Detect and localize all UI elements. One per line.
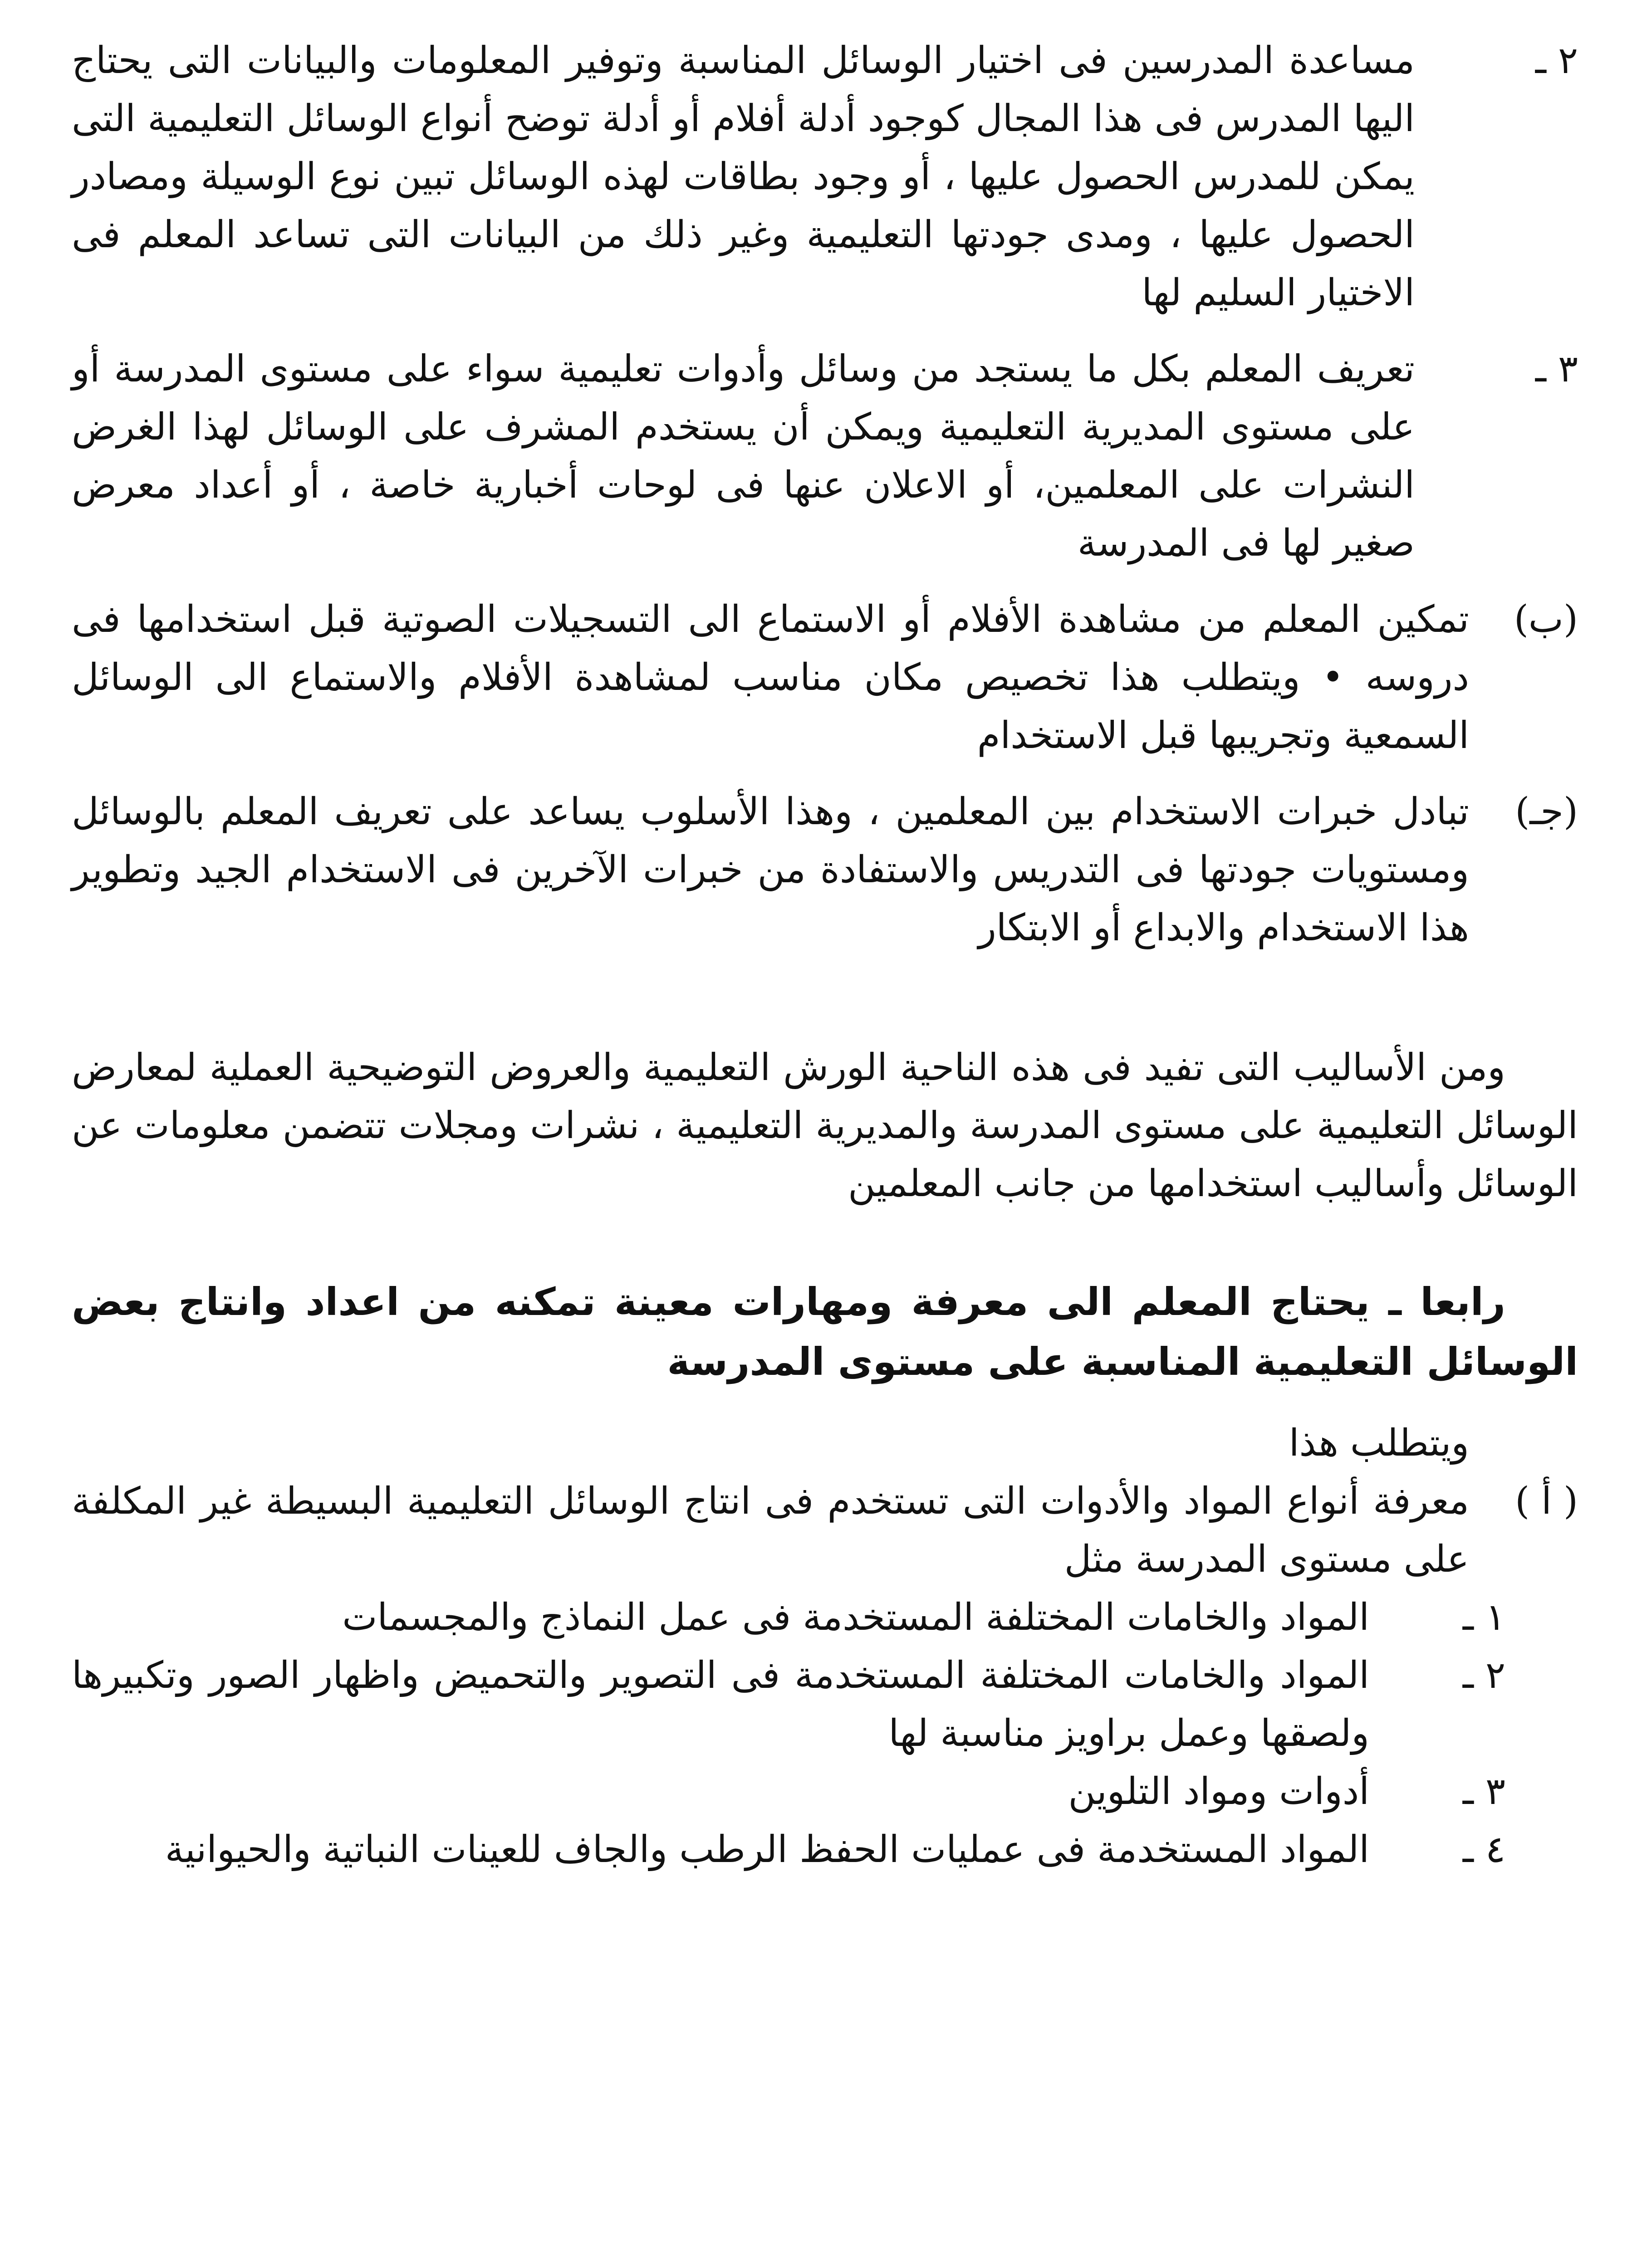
item-marker: ١ ـ [1462, 1596, 1505, 1639]
lettered-item-a [72, 1472, 1578, 1589]
item-marker: ( أ ) [1515, 1480, 1578, 1523]
item-text: مساعدة المدرسين فى اختيار الوسائل المناسبة وتوفير المعلومات والبيانات التى يحتاج اليها المدرس فى هذا المجال كوجود أدلة أفلام أو أدلة توضح أنواع الوسائل التعليمية التى يمكن للمدرس الحصول عليها ، أو وجود بطاقات لهذه الوسائل تبين نوع الوسيلة ومصادر الحصول عليها ، ومدى جودتها التعليمية وغير ذلك من البيانات التى تساعد المعلم فى الاختيار السليم لها [72, 39, 1415, 314]
item-text: المواد المستخدمة فى عمليات الحفظ الرطب والجاف للعينات النباتية والحيوانية [165, 1828, 1369, 1871]
numbered-item-2 [72, 32, 1578, 322]
sub-item-3 [72, 1763, 1505, 1821]
item-text: تمكين المعلم من مشاهدة الأفلام أو الاستماع الى التسجيلات الصوتية قبل استخدامها فى دروسه • ويتطلب هذا تخصيص مكان مناسب لمشاهدة الأفلام والاستماع الى الوسائل السمعية وتجريبها قبل الاستخدام [72, 598, 1469, 757]
item-marker: (جـ) [1515, 790, 1578, 833]
section-heading: رابعا ـ يحتاج المعلم الى معرفة ومهارات معينة تمكنه من اعداد وانتاج بعض الوسائل التعليمية المناسبة على مستوى المدرسة [72, 1280, 1578, 1384]
numbered-item-3 [72, 340, 1578, 572]
sub-item-list [72, 1589, 1505, 1879]
item-text: تعريف المعلم بكل ما يستجد من وسائل وأدوات تعليمية سواء على مستوى المدرسة أو على مستوى المديرية التعليمية ويمكن أن يستخدم المشرف على الوسائل لهذا الغرض النشرات على المعلمين، أو الاعلان عنها فى لوحات أخبارية خاصة ، أو أعداد معرض صغير لها فى المدرسة [72, 347, 1415, 565]
item-text: تبادل خبرات الاستخدام بين المعلمين ، وهذا الأسلوب يساعد على تعريف المعلم بالوسائل ومستويات جودتها فى التدريس والاستفادة من خبرات الآخرين فى الاستخدام الجيد وتطوير هذا الاستخدام والابداع أو الابتكار [72, 790, 1469, 949]
item-text: المواد والخامات المختلفة المستخدمة فى التصوير والتحميض واظهار الصور وتكبيرها ولصقها وعمل براويز مناسبة لها [72, 1654, 1369, 1755]
item-marker: ٣ ـ [1535, 347, 1578, 391]
sub-item-1 [72, 1589, 1505, 1647]
item-marker: ٢ ـ [1462, 1654, 1505, 1697]
item-text: المواد والخامات المختلفة المستخدمة فى عمل النماذج والمجسمات [342, 1596, 1369, 1639]
item-text: أدوات ومواد التلوين [1068, 1770, 1369, 1813]
item-text: معرفة أنواع المواد والأدوات التى تستخدم فى انتاج الوسائل التعليمية البسيطة غير المكلفة على مستوى المدرسة مثل [72, 1480, 1469, 1581]
lettered-item-b [72, 591, 1578, 765]
item-marker: ٣ ـ [1462, 1770, 1505, 1813]
lettered-item-j [72, 783, 1578, 957]
sub-item-2 [72, 1647, 1505, 1763]
item-marker: (ب) [1514, 598, 1578, 641]
sub-item-4 [72, 1821, 1505, 1879]
requires-text: ويتطلب هذا [1289, 1422, 1469, 1465]
item-marker: ٢ ـ [1535, 39, 1578, 82]
item-marker: ٤ ـ [1462, 1828, 1505, 1871]
document-page [72, 32, 1578, 2268]
body-paragraph: ومن الأساليب التى تفيد فى هذه الناحية الورش التعليمية والعروض التوضيحية العملية لمعارض الوسائل التعليمية على مستوى المدرسة والمديرية التعليمية ، نشرات ومجلات تتضمن معلومات عن الوسائل وأساليب استخدامها من جانب المعلمين [72, 1046, 1578, 1205]
